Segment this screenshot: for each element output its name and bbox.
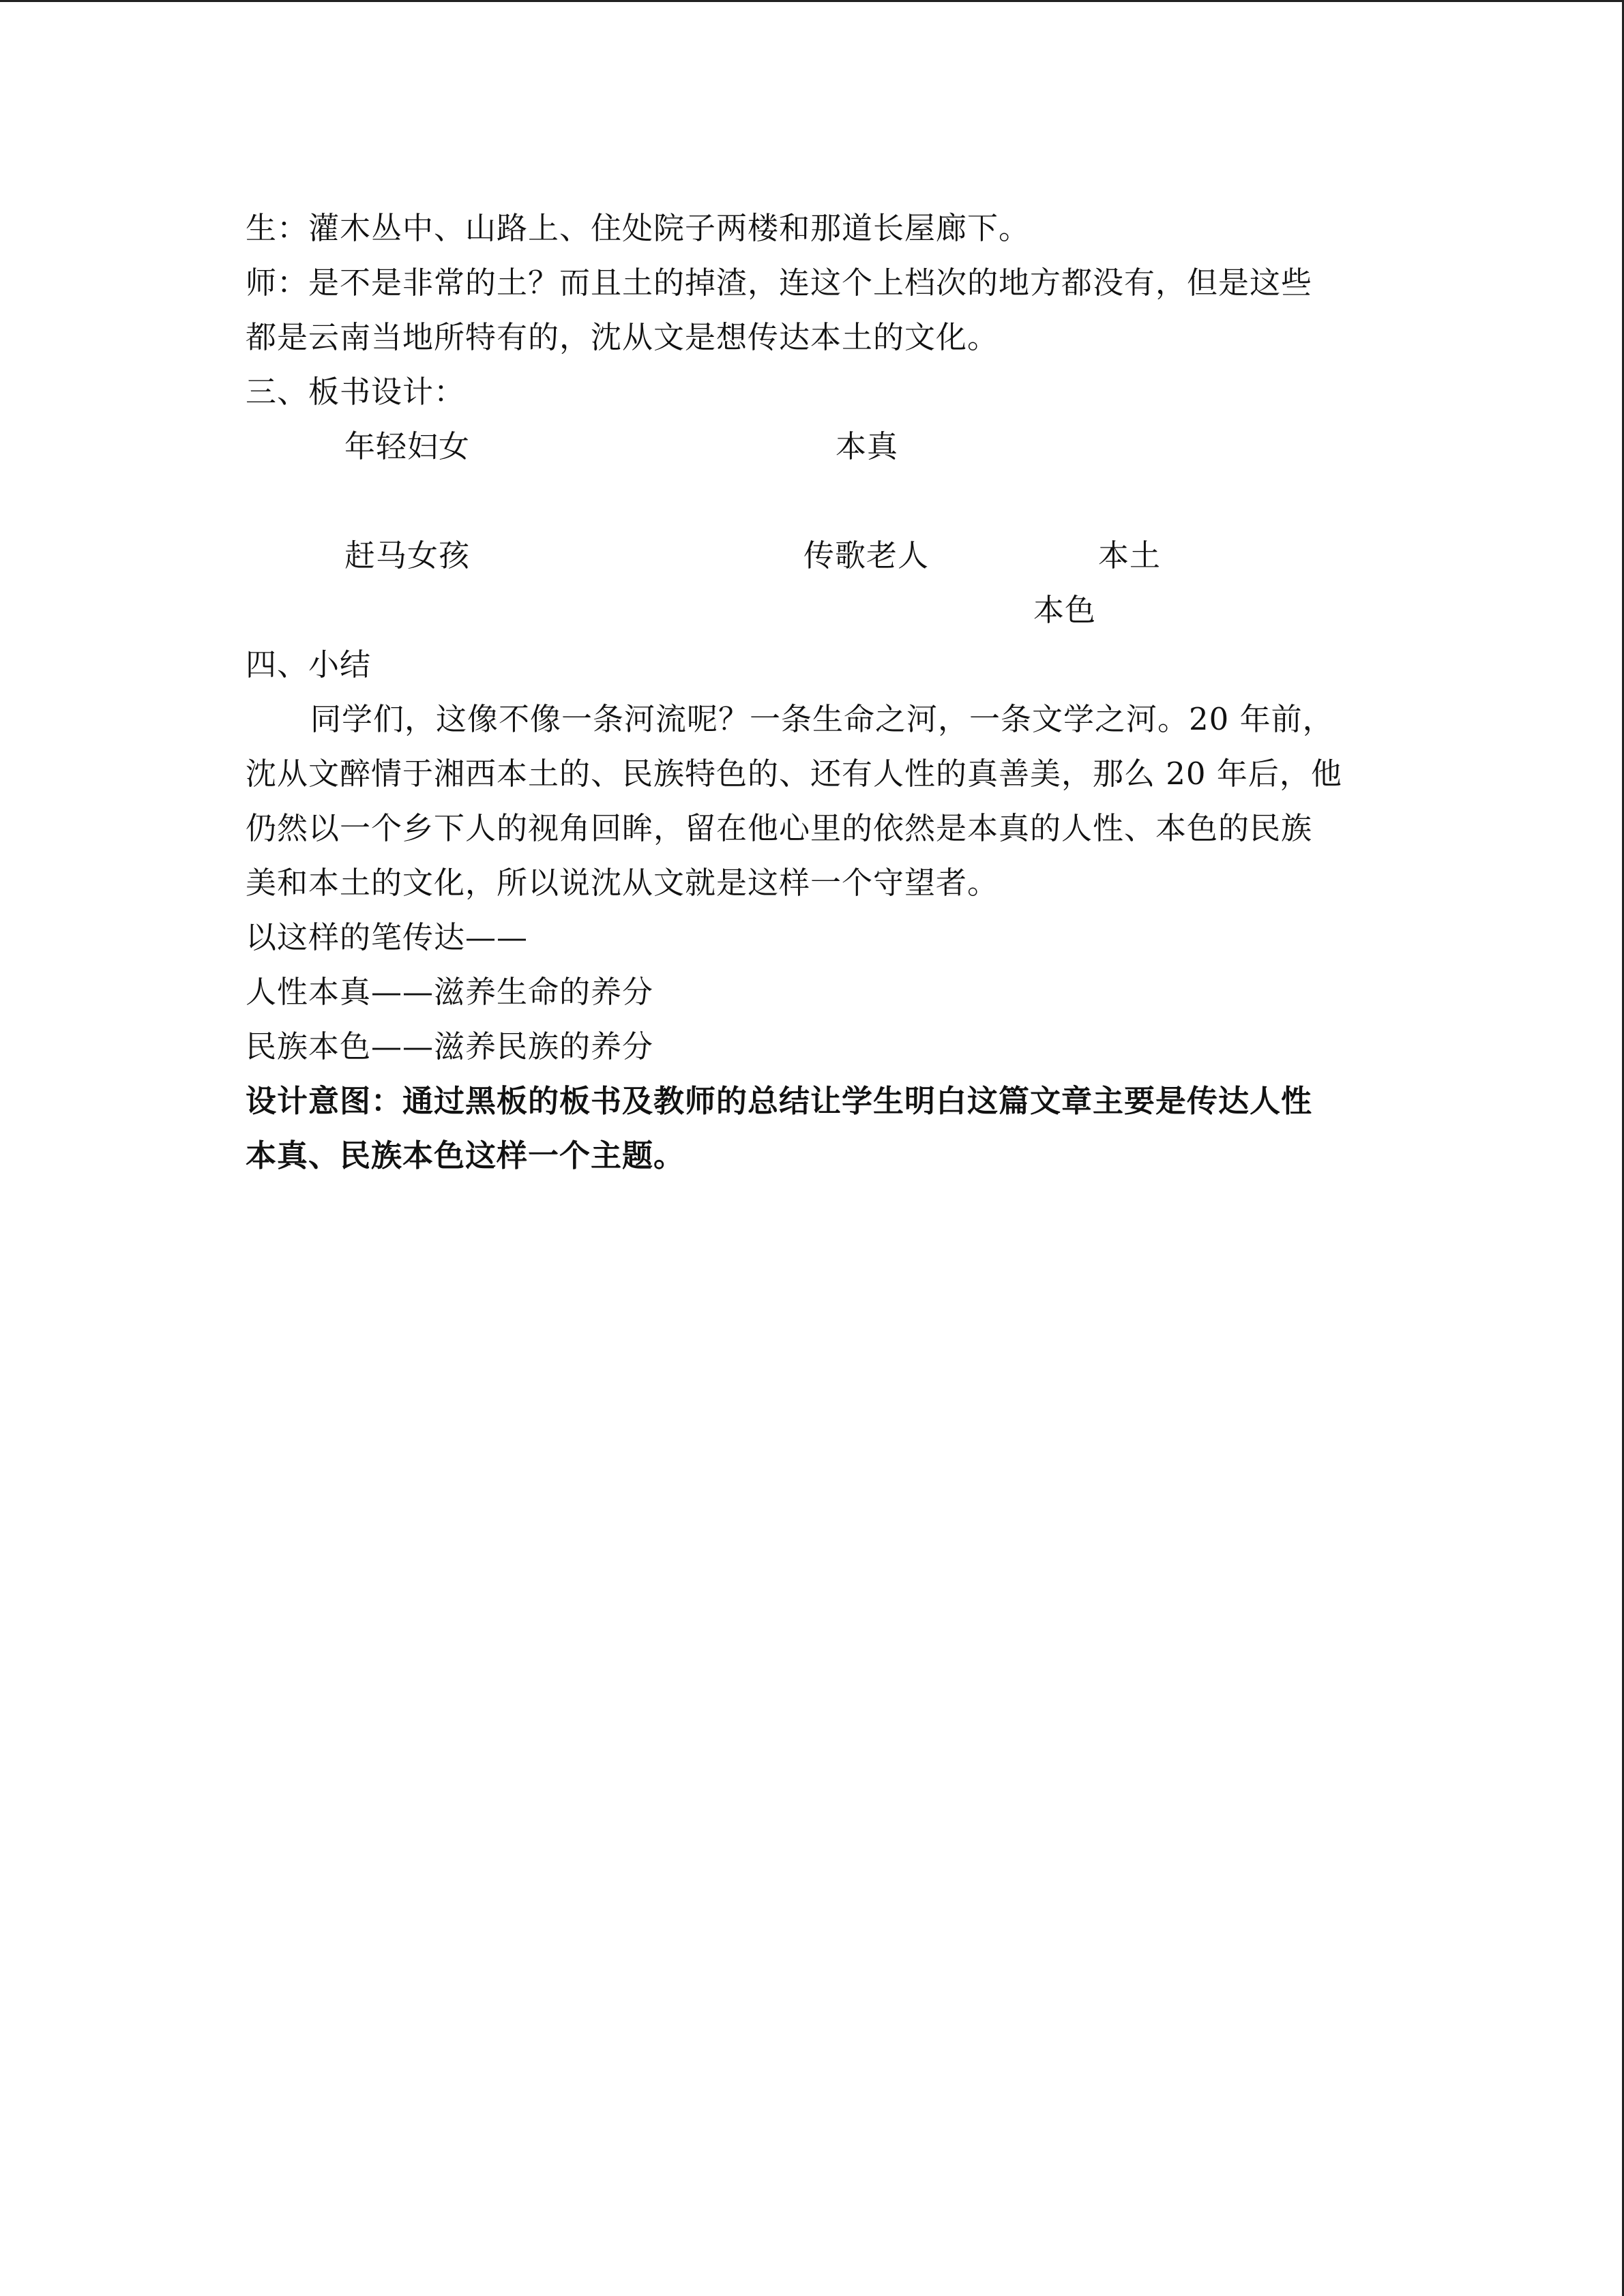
paragraph-line: 民族本色——滋养民族的养分 — [246, 1028, 654, 1064]
board-item: 传歌老人 — [803, 537, 930, 573]
board-item: 本色 — [1033, 592, 1097, 628]
paragraph-line: 师：是不是非常的土？而且土的掉渣，连这个上档次的地方都没有，但是这些 — [246, 265, 1313, 301]
section-heading: 四、小结 — [246, 646, 372, 683]
board-item: 年轻妇女 — [344, 428, 471, 464]
paragraph-line: 以这样的笔传达—— — [246, 919, 529, 955]
paragraph-line: 沈从文醉情于湘西本土的、民族特色的、还有人性的真善美，那么 20 年后，他 — [246, 756, 1342, 792]
paragraph-line: 同学们，这像不像一条河流呢？一条生命之河，一条文学之河。20 年前， — [310, 701, 1334, 737]
design-intent-line: 本真、民族本色这样一个主题。 — [246, 1137, 685, 1174]
paragraph-line: 都是云南当地所特有的，沈从文是想传达本土的文化。 — [246, 319, 999, 355]
paragraph-line: 人性本真——滋养生命的养分 — [246, 974, 654, 1010]
board-item: 赶马女孩 — [344, 537, 471, 573]
paragraph-line: 美和本土的文化，所以说沈从文就是这样一个守望者。 — [246, 865, 999, 901]
page-border-top — [0, 0, 1624, 2]
design-intent-line: 设计意图：通过黑板的板书及教师的总结让学生明白这篇文章主要是传达人性 — [246, 1083, 1313, 1119]
paragraph-line: 生：灌木丛中、山路上、住处院子两楼和那道长屋廊下。 — [246, 210, 1031, 246]
board-item: 本真 — [836, 428, 899, 464]
section-heading: 三、板书设计： — [246, 374, 466, 410]
paragraph-line: 仍然以一个乡下人的视角回眸，留在他心里的依然是本真的人性、本色的民族 — [246, 810, 1313, 846]
board-item: 本土 — [1098, 537, 1162, 573]
